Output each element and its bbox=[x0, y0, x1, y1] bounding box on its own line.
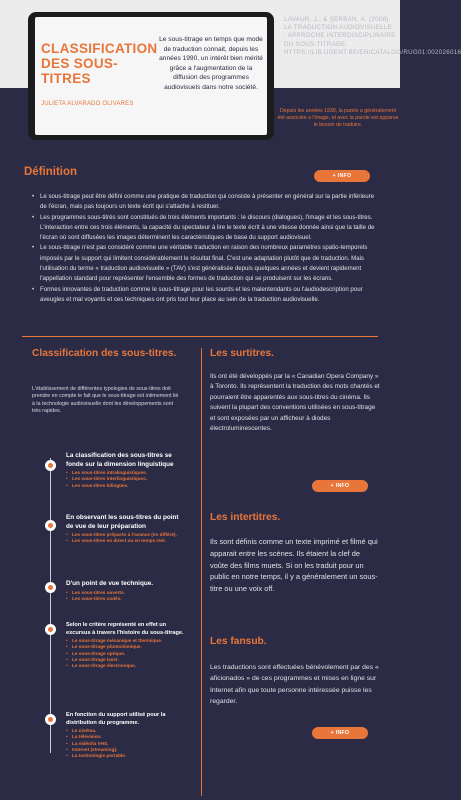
fansub-info-button[interactable]: + INFO bbox=[312, 727, 368, 739]
timeline-dot bbox=[45, 582, 56, 593]
timeline-sublist bbox=[66, 638, 184, 669]
list-item: • Les sous-titres ouverts. bbox=[66, 590, 184, 596]
list-item: • Le sous-titrage laser. bbox=[66, 657, 184, 663]
fansub-text: Les traductions sont effectuées bénévolement par des « aficionados » de ces programmes et mises en ligne sur Internet afin que toute personne intéressée puisse les regarder. bbox=[210, 664, 379, 706]
surtitres-text: Ils ont été développés par la « Canadian Opera Company » à Toronto. Ils représentent la traduction des mots chantés et pourraient être apparentés aux sous-titres du cinéma. Ils suivent la plupart des conventions utilisées en sous-titrage et sont exposées par un afficheur à diodes électroluminescentes. bbox=[210, 373, 380, 433]
definition-list bbox=[32, 192, 378, 305]
timeline-heading: En fonction du support utilisé pour la distribution du programme. bbox=[66, 712, 166, 726]
list-item: • Les sous-titres interlinguistiques. bbox=[66, 476, 184, 482]
column-divider bbox=[201, 348, 202, 796]
list-item: • Le sous-titrage n'est pas considéré comme une véritable traduction en raison des nombreux paramètres spatio-temporels imposés par le support qui limitent considérablement le résultat final. C'est une adaptation plutôt que de traduction. Mais l'utilisation du terme « traduction audiovisuelle » (TAV) s'est généralisée depuis quelques années et devient rapidement l'appellation standard pour représenter l'ensemble des formes de traduction qui se produisent sur les écrans. bbox=[32, 243, 378, 284]
timeline-heading: D'un point de vue technique. bbox=[66, 580, 154, 587]
surtitres-info-button[interactable]: + INFO bbox=[312, 480, 368, 492]
list-item: • Le sous-titrage électronique. bbox=[66, 663, 184, 669]
list-item: • La télévision. bbox=[66, 734, 184, 740]
list-item: • Les sous-titres préparés à l'avance (en différé). bbox=[66, 532, 184, 538]
list-item: • Le sous-titrage photochimique. bbox=[66, 644, 184, 650]
timeline-heading: Selon le critère représenté en effet un excursus à travers l'histoire du sous-titrage. bbox=[66, 622, 184, 636]
header-section bbox=[0, 0, 461, 160]
list-item: • Les sous-titres intralinguistiques. bbox=[66, 470, 184, 476]
classification-title: Classification des sous-titres. bbox=[32, 348, 177, 359]
definition-info-button[interactable]: + INFO bbox=[314, 170, 370, 182]
list-item: • La technologie portable. bbox=[66, 753, 184, 759]
timeline-item bbox=[66, 712, 184, 760]
section-divider bbox=[22, 336, 378, 337]
timeline-sublist bbox=[66, 728, 184, 759]
timeline-sublist bbox=[66, 590, 184, 603]
timeline-item bbox=[66, 514, 184, 545]
reference-citation: LAVAUR, J.; & ŞERBAN, A. (2008). LA TRADUCTION AUDIOVISUELLE : APPROCHE INTERDISCIPLINAIRE DU SOUS-TITRAGE. HTTPS://LIB.UGENT.BE/EN/CATALOG/RUG01:002026016 bbox=[284, 16, 461, 56]
list-item: • Les sous-titres codés. bbox=[66, 596, 184, 602]
list-item: • Les sous-titres bilingües. bbox=[66, 483, 184, 489]
page-title: CLASSIFICATION DES SOUS-TITRES bbox=[41, 41, 158, 86]
timeline-sublist bbox=[66, 532, 184, 545]
timeline-sublist bbox=[66, 470, 184, 489]
surtitres-title: Les surtitres. bbox=[210, 348, 274, 359]
header-description: Le sous-titrage en temps que mode de traduction connait, depuis les années 1990, un intérêt bien mérité grâce a l'augmentation de la diffusion des programmes audiovisuels dans notre société. bbox=[159, 36, 263, 91]
timeline-line bbox=[50, 458, 51, 753]
list-item: • Internet (streaming). bbox=[66, 747, 184, 753]
fansub-title: Les fansub. bbox=[210, 636, 267, 647]
timeline-dot bbox=[45, 714, 56, 725]
timeline-dot bbox=[45, 520, 56, 531]
timeline-item bbox=[66, 580, 184, 602]
timeline-item bbox=[66, 452, 184, 489]
timeline-heading: En observant les sous-titres du point de vue de leur préparation bbox=[66, 514, 179, 530]
header-note: Depuis les années 1930, la parole a généralement été associée a l'image, et avec la parole est apparue le besoin de traduire. bbox=[277, 108, 399, 129]
timeline-item bbox=[66, 622, 184, 670]
timeline-dot bbox=[45, 460, 56, 471]
intertitres-title: Les intertitres. bbox=[210, 512, 281, 523]
list-item: • Le sous-titrage optique. bbox=[66, 651, 184, 657]
list-item: • La vidéo/la VHS. bbox=[66, 741, 184, 747]
tablet-frame bbox=[28, 12, 274, 140]
intertitres-text: Ils sont définis comme un texte imprimé et filmé qui apparait entre les scènes. Ils étaient la clef de voûte des films muets. Si on les traduit pour un public en notre temps, il y a généralement un sous-titre ou une voix off. bbox=[210, 537, 378, 594]
timeline-dot bbox=[45, 624, 56, 635]
classification-intro: L'établissement de différentes typologies de sous-titres doit prendre en compte le fait que le sous-titrage est intimement lié à la technologie audiovisuelle dont les développements sont très rapides. bbox=[32, 386, 179, 415]
list-item: • Le sous-titrage mécanique et thermique. bbox=[66, 638, 184, 644]
timeline-heading: La classification des sous-titres se fonde sur la dimension linguistique bbox=[66, 452, 174, 468]
list-item: • Le cinéma. bbox=[66, 728, 184, 734]
author-name: JULIETA ALVARADO OLIVARES bbox=[41, 101, 134, 107]
list-item: • Les programmes sous-titrés sont constitués de trois éléments importants : le discours (dialogues), l'image et les sous-titres. L'interaction entre ces trois éléments, la capacité du spectateur à lire le texte écrit à une vitesse donnée ainsi que la taille de l'écran où sont diffusées les images déterminent les caractéristiques de base du support audiovisuel. bbox=[32, 213, 378, 244]
tablet-screen bbox=[35, 17, 267, 135]
list-item: • Formes innovantes de traduction comme le sous-titrage pour les sourds et les malentendants ou l'audiodescription pour aveugles et mal voyants et ces techniques ont pris tout leur place au sein de la traduction audiovisuelle. bbox=[32, 285, 378, 306]
list-item: • Les sous-titres en direct ou en temps réel. bbox=[66, 538, 184, 544]
definition-title: Définition bbox=[24, 166, 78, 178]
list-item: • Le sous-titrage peut être défini comme une pratique de traduction qui consiste à présenter en général sur la partie inférieure de l'écran, mais pas toujours un texte écrit qui s'attache à restituer. bbox=[32, 192, 378, 213]
